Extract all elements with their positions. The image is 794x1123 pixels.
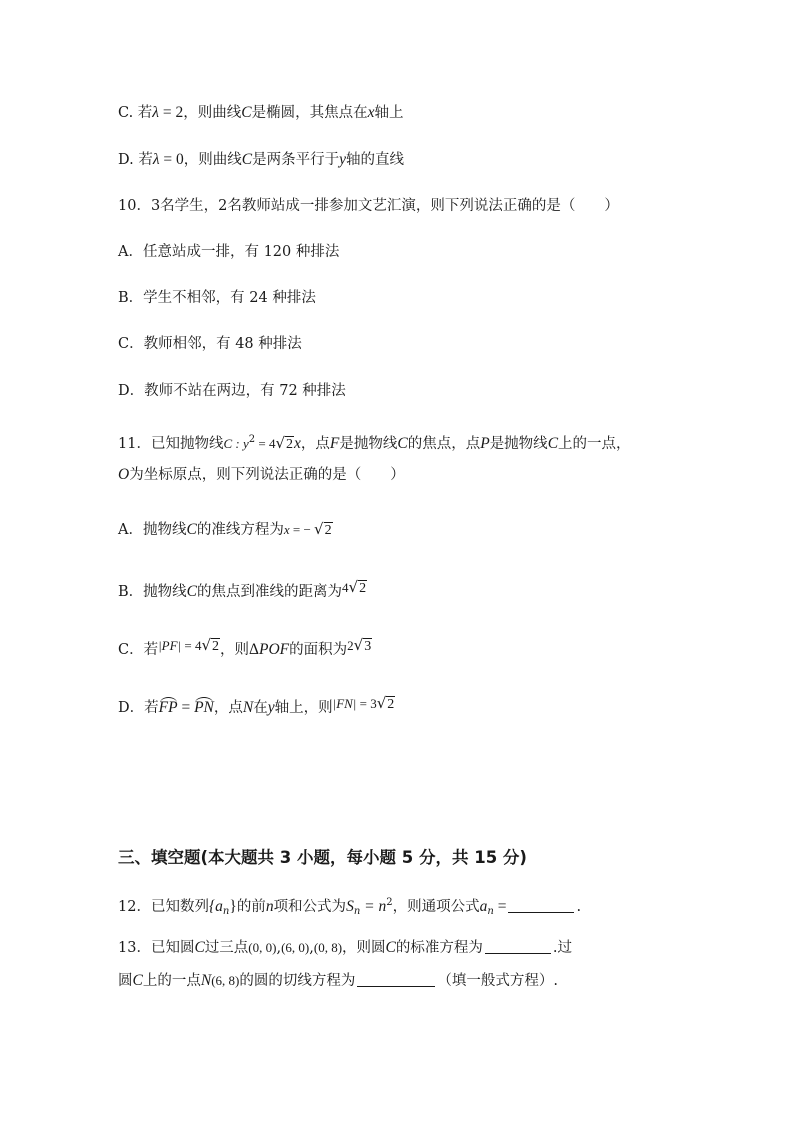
answer-blank[interactable] — [508, 898, 574, 913]
q11-stem-line2: O为坐标原点，则下列说法正确的是（ ） — [118, 466, 405, 483]
q13-stem-line1: 13．已知圆C过三点(0, 0),(6, 0),(0, 8)，则圆C的标准方程为 .过 — [118, 939, 572, 956]
q10-option-c: C．教师相邻，有 48 种排法 — [118, 336, 302, 352]
q10-option-d: D．教师不站在两边，有 72 种排法 — [118, 383, 346, 399]
q10-option-a: A．任意站成一排，有 120 种排法 — [118, 244, 340, 260]
answer-blank[interactable] — [485, 939, 551, 954]
sqrt-symbol: √2 — [376, 694, 395, 712]
sqrt-symbol: √2 — [348, 578, 367, 596]
vector-fp: FP — [158, 699, 178, 716]
sqrt-symbol: √3 — [353, 636, 372, 654]
q12-stem: 12．已知数列$\{a_n\}$的前n项和公式为$S_n = n^2$，则通项公式$a_n$ = . — [118, 897, 582, 917]
q11-option-b: B．抛物线C的焦点到准线的距离为4√2 — [118, 578, 367, 600]
q9-option-d: D. 若λ = 0，则曲线C是两条平行于y轴的直线 — [118, 151, 405, 168]
answer-blank[interactable] — [357, 972, 435, 987]
sqrt-symbol: √2 — [201, 636, 220, 654]
q11-option-a: A．抛物线C的准线方程为x = − √2 — [118, 519, 333, 541]
q10-option-b: B．学生不相邻，有 24 种排法 — [118, 290, 316, 306]
q13-stem-line2: 圆C上的一点N(6, 8)的圆的切线方程为 （填一般式方程）. — [118, 972, 558, 989]
q10-stem: 10．3名学生，2名教师站成一排参加文艺汇演，则下列说法正确的是（ ） — [118, 198, 619, 214]
q11-option-d: D．若FP = PN，点N在y轴上，则|FN| = 3√2 — [118, 694, 395, 716]
section-heading: 三、填空题(本大题共 3 小题，每小题 5 分，共 15 分) — [118, 848, 527, 867]
q9-option-c: C. 若λ = 2，则曲线C是椭圆，其焦点在x轴上 — [118, 104, 404, 121]
vector-pn: PN — [194, 699, 214, 716]
q11-stem-line1: 11．已知抛物线C : $y^2 = 4√2x$，点F是抛物线C的焦点，点P是抛物线C上的一点， — [118, 430, 631, 455]
sqrt-symbol: √2 — [275, 434, 294, 452]
q11-option-c: C．若|PF| = 4√2，则ΔPOF的面积为2√3 — [118, 636, 372, 658]
sqrt-symbol: √2 — [314, 520, 332, 538]
